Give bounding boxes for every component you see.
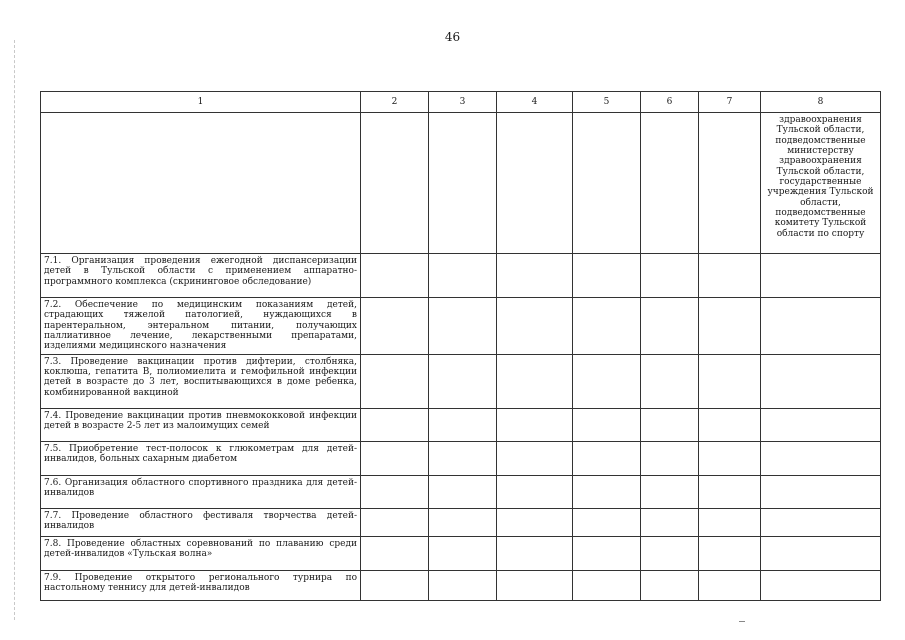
column-header-1: 1 — [41, 92, 361, 113]
footer-mark — [739, 621, 745, 622]
table-cell — [497, 441, 573, 475]
table-cell — [573, 475, 641, 508]
table-cell — [699, 408, 761, 441]
table-cell — [699, 441, 761, 475]
table-cell — [429, 441, 497, 475]
table-cell — [761, 298, 881, 355]
table-cell — [361, 113, 429, 254]
table-cell — [573, 570, 641, 600]
table-row — [41, 570, 881, 600]
activity-description: 7.6. Организация областного спортивного праздника для детей-инвалидов — [41, 475, 361, 508]
table-row — [41, 441, 881, 475]
table-cell — [761, 536, 881, 570]
table-cell — [497, 354, 573, 408]
table-cell — [497, 508, 573, 536]
column-header-5: 5 — [573, 92, 641, 113]
table-cell — [429, 113, 497, 254]
table-cell — [497, 113, 573, 254]
activity-description: 7.4. Проведение вакцинации против пневмококковой инфекции детей в возрасте 2-5 лет из малоимущих семей — [41, 408, 361, 441]
table-cell — [361, 254, 429, 298]
table-cell — [699, 508, 761, 536]
table-cell — [641, 570, 699, 600]
table-cell — [429, 298, 497, 355]
table-cell — [361, 408, 429, 441]
table-row — [41, 354, 881, 408]
table-cell — [497, 475, 573, 508]
table-cell — [641, 113, 699, 254]
table-cell — [761, 508, 881, 536]
column-header-2: 2 — [361, 92, 429, 113]
table-row — [41, 254, 881, 298]
margin-tick-marks — [14, 40, 15, 620]
table-cell — [573, 536, 641, 570]
activity-description: 7.3. Проведение вакцинации против дифтерии, столбняка, коклюша, гепатита В, полиомиелита и гемофильной инфекции детей в возрасте до 3 лет, воспитывающихся в доме ребенка, комбинированной вакциной — [41, 354, 361, 408]
table-cell — [699, 254, 761, 298]
table-cell — [641, 254, 699, 298]
table-cell — [573, 113, 641, 254]
table-cell — [361, 536, 429, 570]
column-header-7: 7 — [699, 92, 761, 113]
table-cell — [429, 354, 497, 408]
table-row — [41, 508, 881, 536]
table-cell — [699, 475, 761, 508]
table-cell — [641, 408, 699, 441]
table-cell — [497, 254, 573, 298]
table-cell — [761, 570, 881, 600]
table-row — [41, 536, 881, 570]
activity-description: 7.2. Обеспечение по медицинским показаниям детей, страдающих тяжелой патологией, нуждающихся в парентеральном, энтеральном питании, получающих паллиативное лечение, лекарственными препаратами, изделиями медицинского назначения — [41, 298, 361, 355]
table-cell — [573, 354, 641, 408]
table-row-continuation — [41, 113, 881, 254]
page-number: 46 — [444, 30, 461, 44]
table-cell — [429, 536, 497, 570]
table-cell — [761, 408, 881, 441]
table-cell — [497, 298, 573, 355]
table-cell — [699, 570, 761, 600]
program-table — [40, 91, 881, 601]
column-header-8: 8 — [761, 92, 881, 113]
table-cell — [361, 298, 429, 355]
activity-description: 7.5. Приобретение тест-полосок к глюкометрам для детей-инвалидов, больных сахарным диабетом — [41, 441, 361, 475]
table-cell — [641, 508, 699, 536]
table-cell — [429, 508, 497, 536]
activity-description: 7.1. Организация проведения ежегодной диспансеризации детей в Тульской области с применением аппаратно-программного комплекса (скрининговое обследование) — [41, 254, 361, 298]
table-cell — [641, 536, 699, 570]
table-cell — [573, 508, 641, 536]
column-header-3: 3 — [429, 92, 497, 113]
table-cell — [361, 354, 429, 408]
table-cell — [641, 441, 699, 475]
table-cell — [699, 354, 761, 408]
table-cell — [699, 298, 761, 355]
table-cell — [573, 254, 641, 298]
table-cell — [41, 113, 361, 254]
table-cell — [573, 408, 641, 441]
table-cell — [761, 254, 881, 298]
table-cell — [361, 441, 429, 475]
table-cell — [497, 408, 573, 441]
table-cell — [761, 354, 881, 408]
table-cell — [361, 508, 429, 536]
column-header-4: 4 — [497, 92, 573, 113]
table-cell — [429, 570, 497, 600]
column-number-row — [41, 92, 881, 113]
table-cell — [761, 475, 881, 508]
table-cell — [429, 475, 497, 508]
table-cell — [429, 408, 497, 441]
table-cell — [699, 113, 761, 254]
activity-description: 7.7. Проведение областного фестиваля творчества детей-инвалидов — [41, 508, 361, 536]
table-cell — [573, 441, 641, 475]
table-cell — [641, 475, 699, 508]
table-cell — [497, 536, 573, 570]
table-cell — [573, 298, 641, 355]
activity-description: 7.9. Проведение открытого регионального турнира по настольному теннису для детей-инвалидов — [41, 570, 361, 600]
table-row — [41, 298, 881, 355]
responsible-executors-cell: здравоохранения Тульской области, подведомственные министерству здравоохранения Тульской области, государственные учреждения Тульской области, подведомственные комитету Тульской области по спорту — [761, 113, 881, 254]
column-header-6: 6 — [641, 92, 699, 113]
table-cell — [699, 536, 761, 570]
table-cell — [641, 298, 699, 355]
table-cell — [361, 570, 429, 600]
activity-description: 7.8. Проведение областных соревнований по плаванию среди детей-инвалидов «Тульская волна» — [41, 536, 361, 570]
table-cell — [429, 254, 497, 298]
table-cell — [761, 441, 881, 475]
table-row — [41, 475, 881, 508]
table-cell — [497, 570, 573, 600]
table-cell — [641, 354, 699, 408]
table-row — [41, 408, 881, 441]
table-cell — [361, 475, 429, 508]
